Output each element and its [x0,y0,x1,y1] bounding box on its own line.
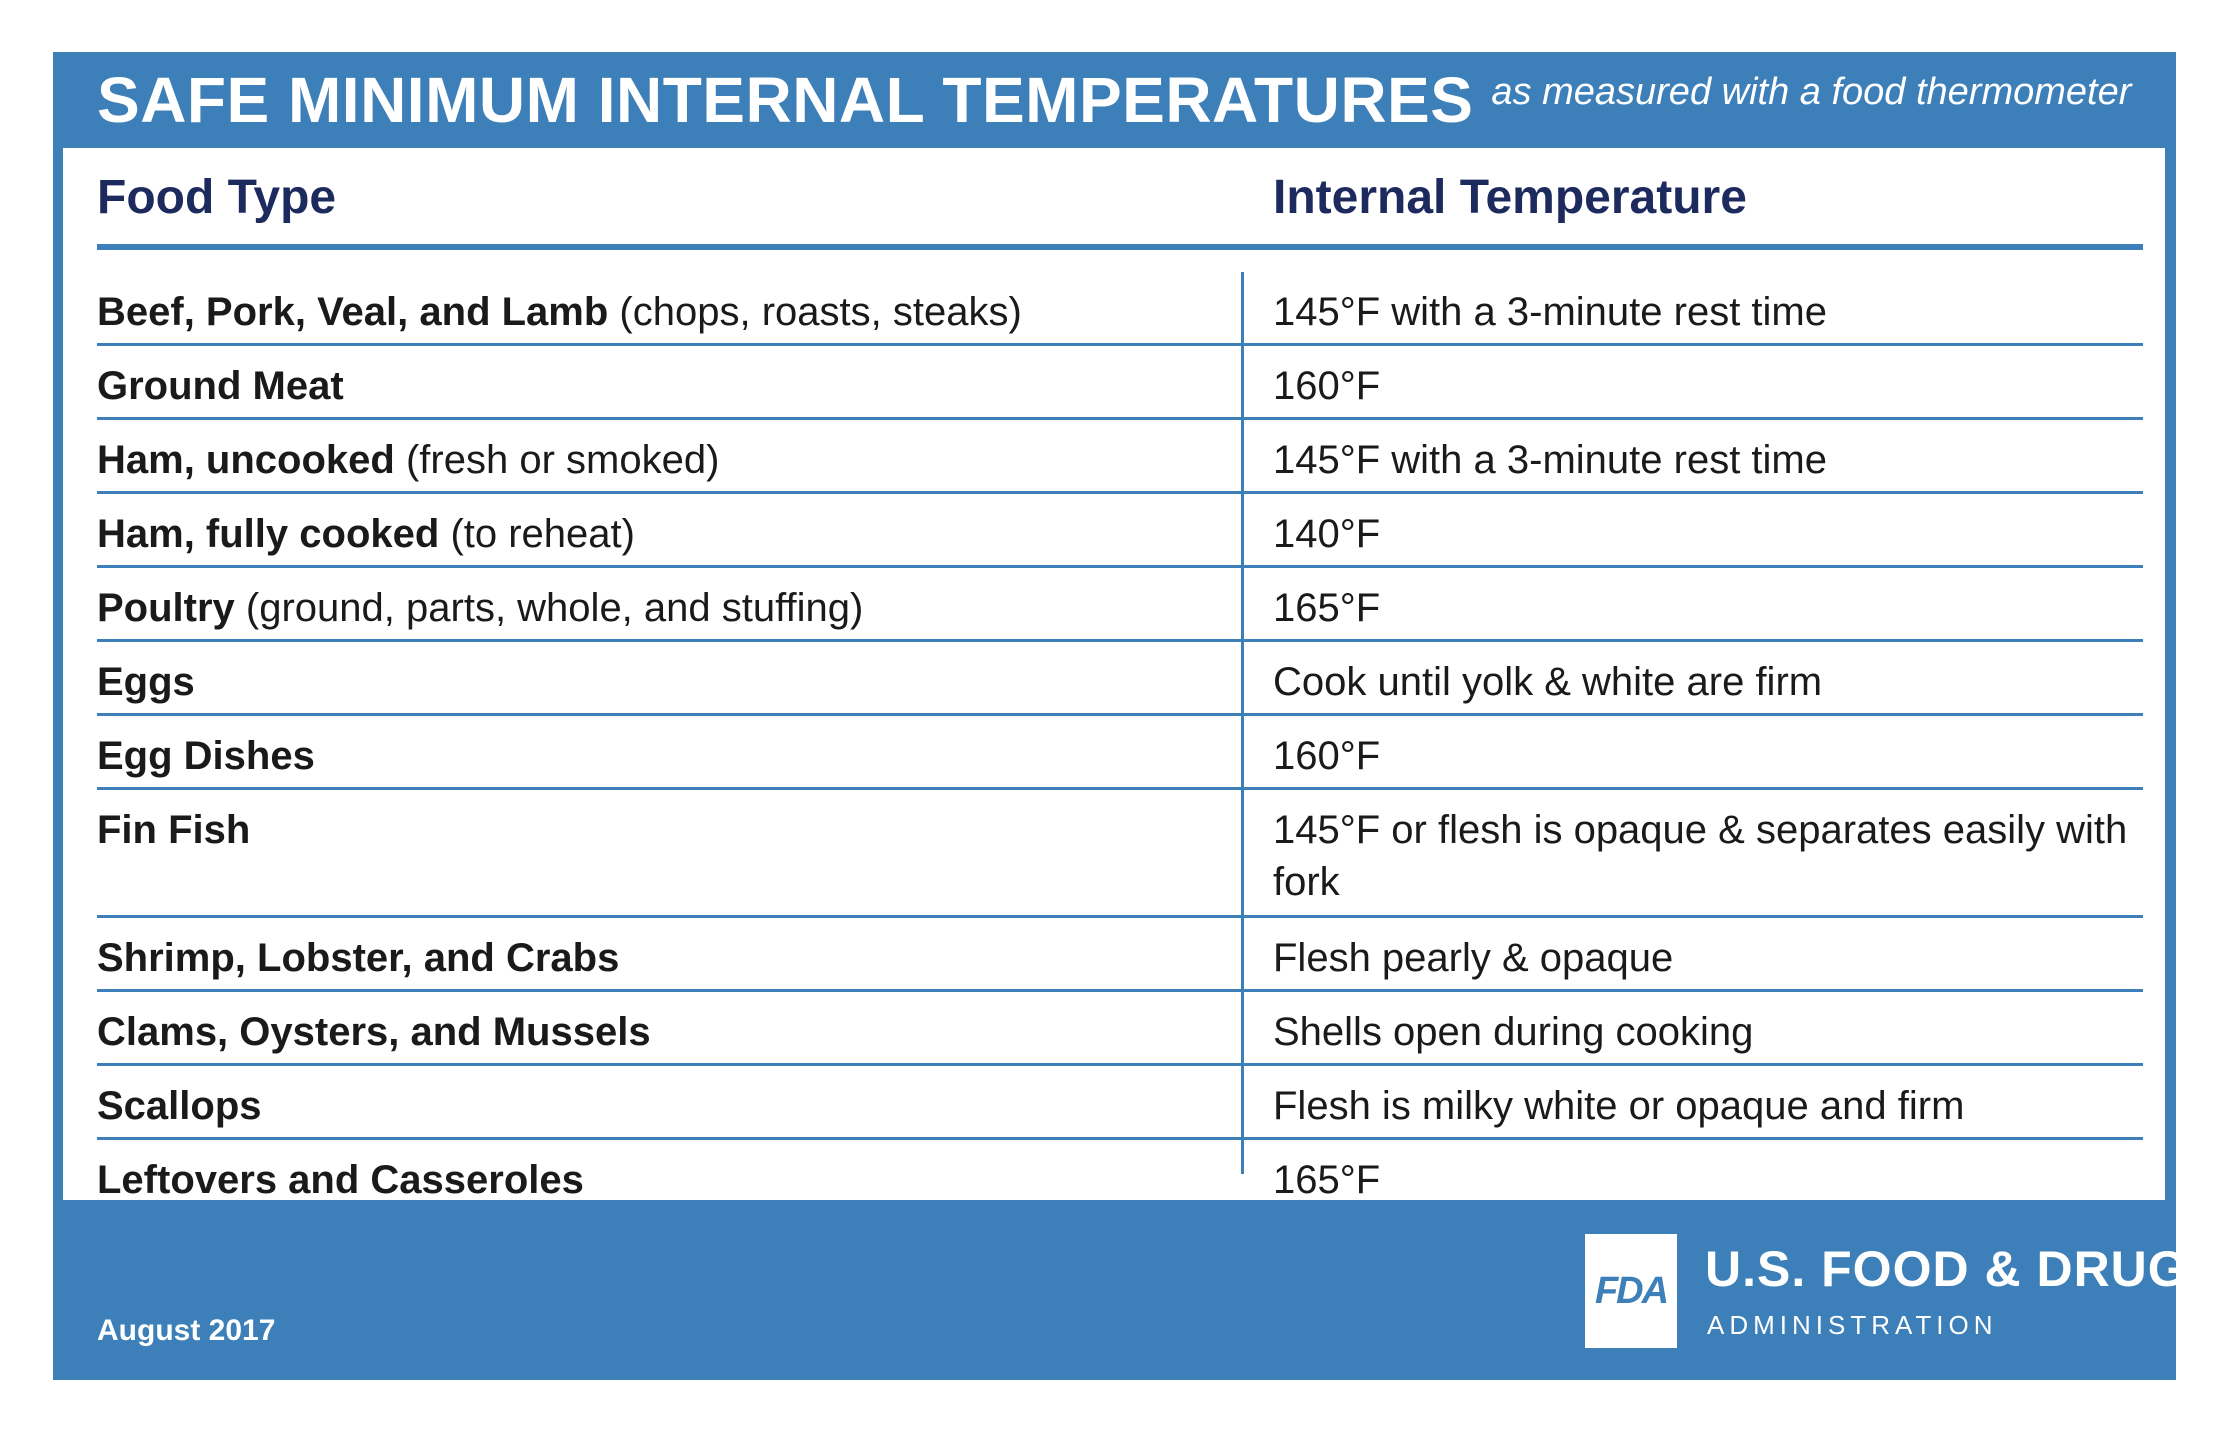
food-type-cell [97,918,1237,984]
internal-temperature-cell: 140°F [1273,512,1381,556]
internal-temperature-cell: 145°F or flesh is opaque & separates easily with fork [1273,808,2128,904]
internal-temperature-cell: 145°F with a 3-minute rest time [1273,438,1827,482]
food-note: (to reheat) [450,512,635,556]
food-name: Shrimp, Lobster, and Crabs [97,936,620,980]
food-note: (fresh or smoked) [405,438,720,482]
food-name: Ham, fully cooked [97,512,440,556]
table-row [97,1066,2143,1140]
internal-temperature-cell: 165°F [1273,1158,1381,1202]
table-panel [63,148,2165,1200]
food-name: Leftovers and Casseroles [97,1158,584,1202]
agency-subname: ADMINISTRATION [1707,1310,1998,1340]
table-body [97,272,2143,1214]
table-row [97,642,2143,716]
table-row [97,346,2143,420]
table-row [97,272,2143,346]
food-type-cell [97,1066,1237,1132]
table-row [97,494,2143,568]
table-row [97,420,2143,494]
food-name: Egg Dishes [97,734,315,778]
food-name: Fin Fish [97,808,251,852]
food-name: Clams, Oysters, and Mussels [97,1010,651,1054]
food-name: Poultry [97,586,235,630]
food-type-cell [97,346,1237,412]
food-name: Eggs [97,660,195,704]
page-subtitle: as measured with a food thermometer [1491,71,2132,113]
internal-temperature-cell: Cook until yolk & white are firm [1273,660,1823,704]
food-name: Beef, Pork, Veal, and Lamb [97,290,609,334]
table-row [97,568,2143,642]
internal-temperature-cell: Flesh is milky white or opaque and firm [1273,1084,1965,1128]
table-row [97,790,2143,918]
food-type-cell [97,642,1237,708]
food-name: Scallops [97,1084,262,1128]
food-name: Ham, uncooked [97,438,395,482]
page-title: SAFE MINIMUM INTERNAL TEMPERATURES [97,64,1474,136]
internal-temperature-cell: 145°F with a 3-minute rest time [1273,290,1827,334]
food-type-cell [97,568,1237,634]
column-header-internal-temperature: Internal Temperature [1273,171,1747,224]
publication-date: August 2017 [97,1314,276,1347]
food-type-cell [97,790,1237,856]
table-row [97,918,2143,992]
internal-temperature-cell: 165°F [1273,586,1381,630]
food-type-cell [97,494,1237,560]
table-row [97,716,2143,790]
fda-logo [1585,1234,1677,1348]
table-row [97,1140,2143,1214]
header-divider [97,244,2143,250]
internal-temperature-cell: 160°F [1273,734,1381,778]
internal-temperature-cell: Flesh pearly & opaque [1273,936,1674,980]
food-note: (ground, parts, whole, and stuffing) [245,586,864,630]
food-type-cell [97,420,1237,486]
food-name: Ground Meat [97,364,344,408]
food-note: (chops, roasts, steaks) [619,290,1022,334]
temperature-card [53,52,2188,1380]
title-bar [53,52,2176,148]
food-type-cell [97,1140,1237,1206]
table-row [97,992,2143,1066]
food-type-cell [97,272,1237,338]
agency-name: U.S. FOOD & DRUG [1705,1241,2188,1297]
internal-temperature-cell: Shells open during cooking [1273,1010,1754,1054]
column-header-food-type: Food Type [97,171,337,224]
food-type-cell [97,992,1237,1058]
food-type-cell [97,716,1237,782]
fda-logo-mark: FDA [1594,1269,1668,1312]
internal-temperature-cell: 160°F [1273,364,1381,408]
